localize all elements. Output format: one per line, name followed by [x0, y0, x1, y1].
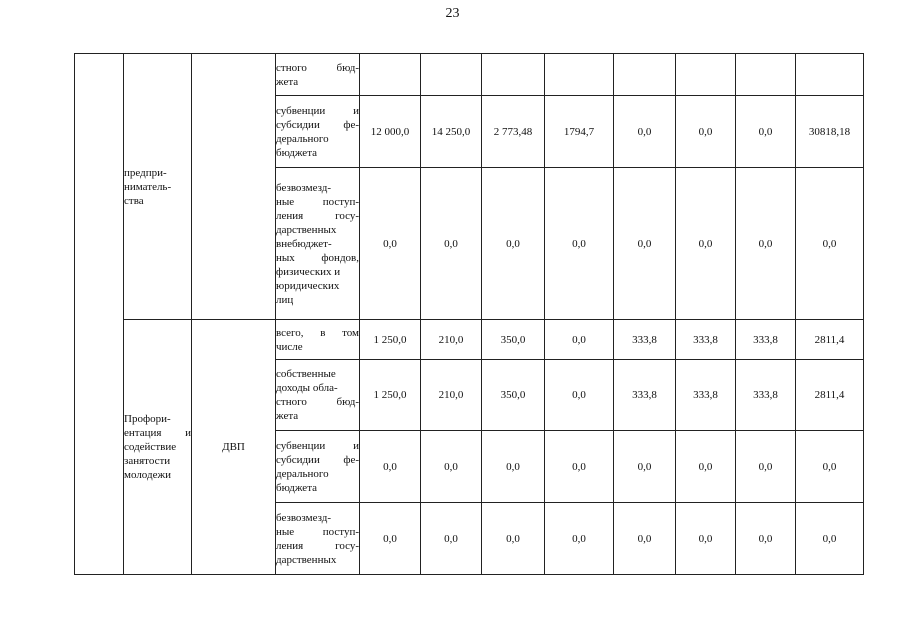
value-cell: 30818,18 — [796, 96, 864, 168]
value-cell: 0,0 — [796, 431, 864, 503]
executor-cell — [192, 54, 276, 320]
funding-source-line: стного бюд- — [276, 396, 359, 408]
funding-source-cell — [276, 168, 360, 320]
value-cell: 0,0 — [614, 168, 676, 320]
value-cell: 350,0 — [482, 320, 545, 360]
funding-source-line: ления госу- — [276, 209, 359, 222]
funding-source-line: субвенции и — [276, 104, 359, 117]
program-name-line: занятости — [124, 455, 171, 467]
value-cell: 0,0 — [545, 503, 614, 575]
value-cell: 12 000,0 — [360, 96, 421, 168]
value-cell — [482, 54, 545, 96]
value-cell: 0,0 — [676, 503, 736, 575]
executor-cell: ДВП — [192, 320, 276, 575]
funding-source-line: дерального — [276, 132, 329, 145]
value-cell: 1 250,0 — [360, 360, 421, 431]
value-cell — [736, 54, 796, 96]
value-cell: 0,0 — [482, 431, 545, 503]
value-cell: 0,0 — [676, 96, 736, 168]
funding-source-line: юридических — [276, 279, 340, 292]
value-cell: 0,0 — [545, 360, 614, 431]
value-cell: 0,0 — [482, 168, 545, 320]
value-cell: 0,0 — [360, 503, 421, 575]
funding-source-line: стного бюд- — [276, 61, 359, 74]
funding-source-cell — [276, 320, 360, 360]
funding-source-cell — [276, 431, 360, 503]
value-cell: 0,0 — [736, 503, 796, 575]
value-cell: 333,8 — [736, 360, 796, 431]
funding-source-line: безвозмезд- — [276, 511, 332, 524]
funding-source-line: собственные — [276, 368, 336, 380]
funding-source-line: субсидии фе- — [276, 118, 359, 131]
funding-source-line: бюджета — [276, 481, 318, 494]
funding-source-line: бюджета — [276, 146, 318, 159]
funding-source-line: физических и — [276, 265, 341, 278]
funding-source-line: безвозмезд- — [276, 181, 332, 194]
value-cell — [545, 54, 614, 96]
funding-source-line: всего, в том — [276, 326, 359, 339]
funding-source-line: числе — [276, 340, 303, 353]
value-cell: 0,0 — [736, 96, 796, 168]
value-cell: 0,0 — [545, 320, 614, 360]
value-cell: 2811,4 — [796, 360, 864, 431]
value-cell: 1794,7 — [545, 96, 614, 168]
value-cell: 333,8 — [676, 320, 736, 360]
funding-source-cell — [276, 360, 360, 431]
funding-source-line: лиц — [276, 293, 294, 306]
funding-source-line: ные поступ- — [276, 525, 359, 538]
value-cell: 333,8 — [614, 360, 676, 431]
value-cell: 0,0 — [545, 168, 614, 320]
program-name-line: Профори- — [124, 413, 171, 425]
value-cell — [421, 54, 482, 96]
budget-table — [74, 53, 864, 575]
value-cell: 1 250,0 — [360, 320, 421, 360]
funding-source-line: дарственных — [276, 223, 337, 236]
program-name-line: ентация и — [124, 427, 191, 439]
funding-source-cell — [276, 503, 360, 575]
value-cell: 0,0 — [676, 168, 736, 320]
value-cell: 210,0 — [421, 320, 482, 360]
value-cell: 333,8 — [614, 320, 676, 360]
value-cell: 0,0 — [736, 168, 796, 320]
value-cell: 333,8 — [676, 360, 736, 431]
funding-source-cell — [276, 96, 360, 168]
value-cell: 0,0 — [614, 96, 676, 168]
value-cell — [676, 54, 736, 96]
value-cell: 0,0 — [614, 503, 676, 575]
table-row — [75, 320, 864, 360]
funding-source-line: ления госу- — [276, 539, 359, 552]
value-cell: 0,0 — [676, 431, 736, 503]
value-cell: 0,0 — [545, 431, 614, 503]
program-name-line: молодежи — [124, 469, 171, 481]
funding-source-line: дарственных — [276, 553, 337, 566]
funding-source-line: субсидии фе- — [276, 453, 359, 466]
funding-source-line: ные поступ- — [276, 195, 359, 208]
funding-source-line: доходы обла- — [276, 382, 338, 394]
value-cell — [796, 54, 864, 96]
value-cell: 0,0 — [736, 431, 796, 503]
program-name-line: содействие — [124, 441, 177, 453]
table-row — [75, 54, 864, 96]
funding-source-line: дерального — [276, 467, 329, 480]
funding-source-line: внебюджет- — [276, 237, 332, 250]
funding-source-line: жета — [276, 410, 299, 422]
value-cell: 333,8 — [736, 320, 796, 360]
page-number: 23 — [445, 6, 460, 21]
funding-source-line: ных фондов, — [276, 251, 359, 264]
number-cell — [75, 54, 124, 575]
value-cell: 14 250,0 — [421, 96, 482, 168]
program-name-cell — [124, 54, 192, 320]
value-cell: 2811,4 — [796, 320, 864, 360]
value-cell: 350,0 — [482, 360, 545, 431]
funding-source-line: субвенции и — [276, 439, 359, 452]
value-cell: 0,0 — [796, 503, 864, 575]
value-cell: 0,0 — [421, 168, 482, 320]
value-cell: 0,0 — [421, 431, 482, 503]
value-cell — [360, 54, 421, 96]
value-cell: 0,0 — [421, 503, 482, 575]
value-cell: 0,0 — [614, 431, 676, 503]
program-name-line: предпри- — [124, 166, 167, 179]
value-cell: 0,0 — [796, 168, 864, 320]
value-cell: 0,0 — [360, 168, 421, 320]
funding-source-line: жета — [276, 75, 299, 88]
value-cell: 0,0 — [482, 503, 545, 575]
value-cell: 0,0 — [360, 431, 421, 503]
program-name-line: ства — [124, 194, 144, 207]
program-name-cell — [124, 320, 192, 575]
funding-source-cell — [276, 54, 360, 96]
value-cell: 2 773,48 — [482, 96, 545, 168]
value-cell: 210,0 — [421, 360, 482, 431]
program-name-line: ниматель- — [124, 180, 172, 193]
value-cell — [614, 54, 676, 96]
